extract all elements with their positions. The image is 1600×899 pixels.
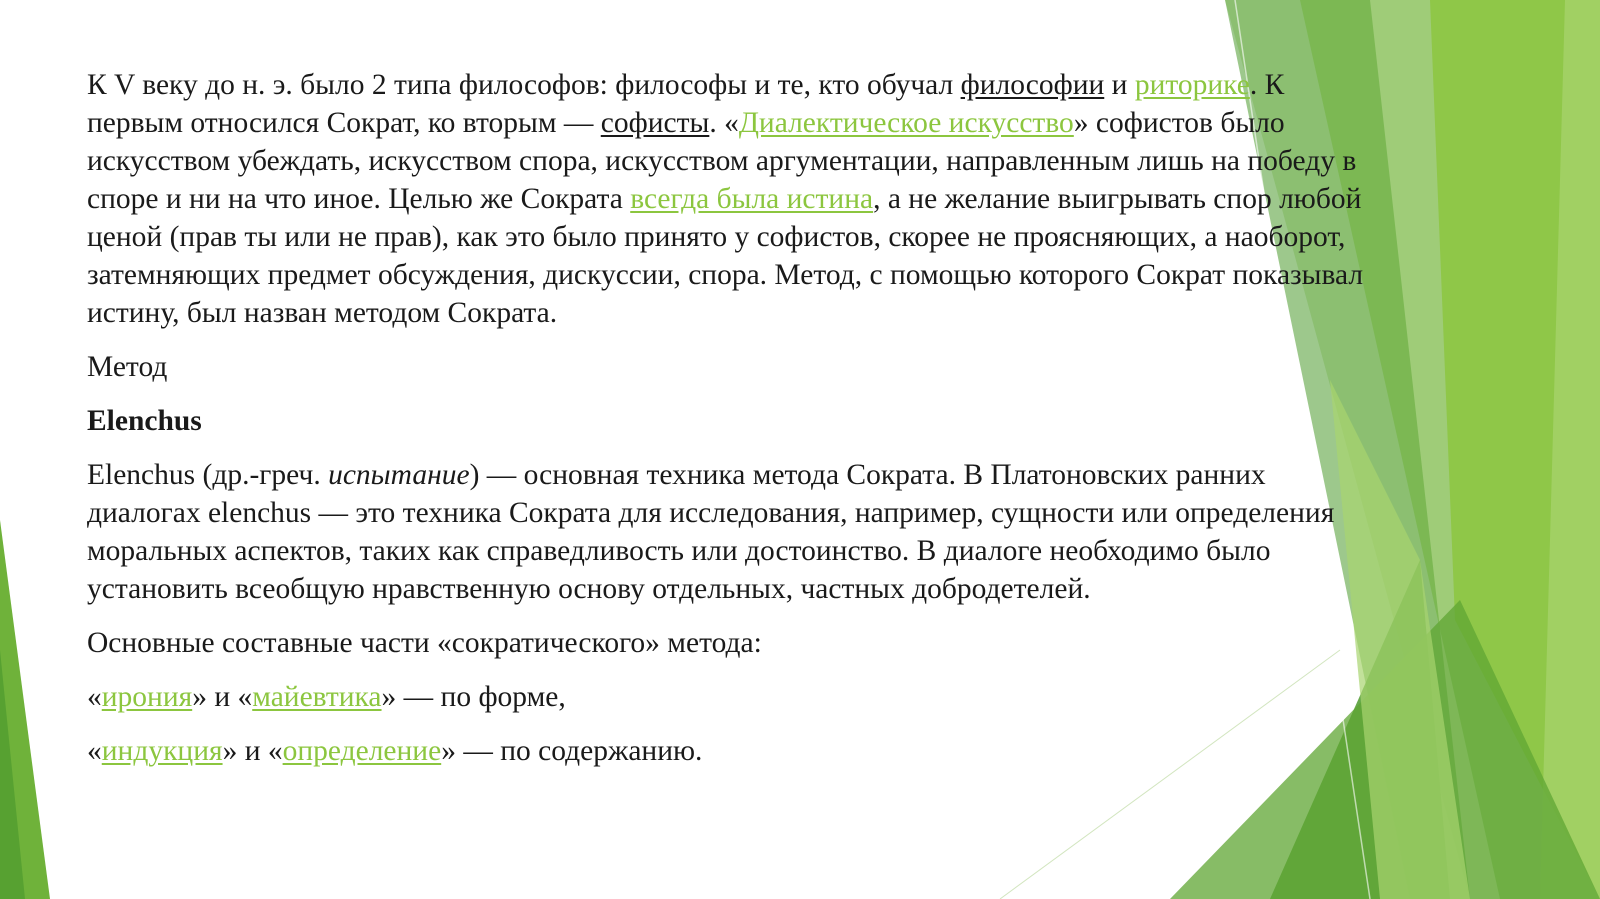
quote-open: «	[87, 735, 102, 767]
intro-text-3: . К первым относился Сократ, ко вторым —	[87, 69, 1285, 139]
link-philosophy[interactable]: философии	[960, 69, 1105, 101]
quote-open: «	[87, 681, 102, 713]
components-content-line	[87, 732, 1377, 770]
elenchus-term: испытание	[328, 459, 470, 491]
form-suffix: » — по форме,	[381, 681, 566, 713]
elenchus-paragraph	[87, 456, 1377, 608]
intro-text-5: » софистов было искусством убеждать, искусством спора, искусством аргументации, направленным лишь на победу в споре и ни на что иное. Целью же Сократа	[87, 107, 1357, 215]
intro-text-2: и	[1104, 69, 1135, 101]
link-irony[interactable]: ирония	[101, 681, 193, 713]
link-induction[interactable]: индукция	[101, 735, 223, 767]
link-definition[interactable]: определение	[282, 735, 442, 767]
components-form-line	[87, 678, 1377, 716]
conjunction: » и «	[192, 681, 253, 713]
link-rhetoric[interactable]: риторике	[1134, 69, 1250, 101]
elenchus-heading: Elenchus	[87, 405, 202, 437]
intro-text-1: К V веку до н. э. было 2 типа философов: философы и те, кто обучал	[87, 69, 961, 101]
link-always-truth[interactable]: всегда была истина	[630, 183, 874, 215]
content-suffix: » — по содержанию.	[441, 735, 703, 767]
elenchus-text-2: ) — основная техника метода Сократа. В Платоновских ранних диалогах elenchus — это техника Сократа для исследования, например, сущности или определения моральных аспектов, таких как справедливость или достоинство. В диалоге необходимо было установить всеобщую нравственную основу отдельных, частных добродетелей.	[87, 459, 1335, 605]
conjunction: » и «	[222, 735, 283, 767]
components-intro: Основные составные части «сократического» метода:	[87, 627, 762, 659]
method-label: Метод	[87, 351, 168, 383]
link-sophists[interactable]: софисты	[600, 107, 710, 139]
link-maieutics[interactable]: майевтика	[252, 681, 382, 713]
intro-text-6: , а не желание выигрывать спор любой ценой (прав ты или не прав), как это было принято у софистов, скорее не проясняющих, а наоборот, затемняющих предмет обсуждения, дискуссии, спора. Метод, с помощью которого Сократ показывал истину, был назван методом Сократа.	[87, 183, 1364, 329]
link-dialectical-art[interactable]: Диалектическое искусство	[738, 107, 1074, 139]
intro-paragraph	[87, 66, 1377, 332]
intro-text-4: . «	[709, 107, 739, 139]
slide-body	[87, 66, 1377, 786]
elenchus-text-1: Elenchus (др.-греч.	[87, 459, 329, 491]
